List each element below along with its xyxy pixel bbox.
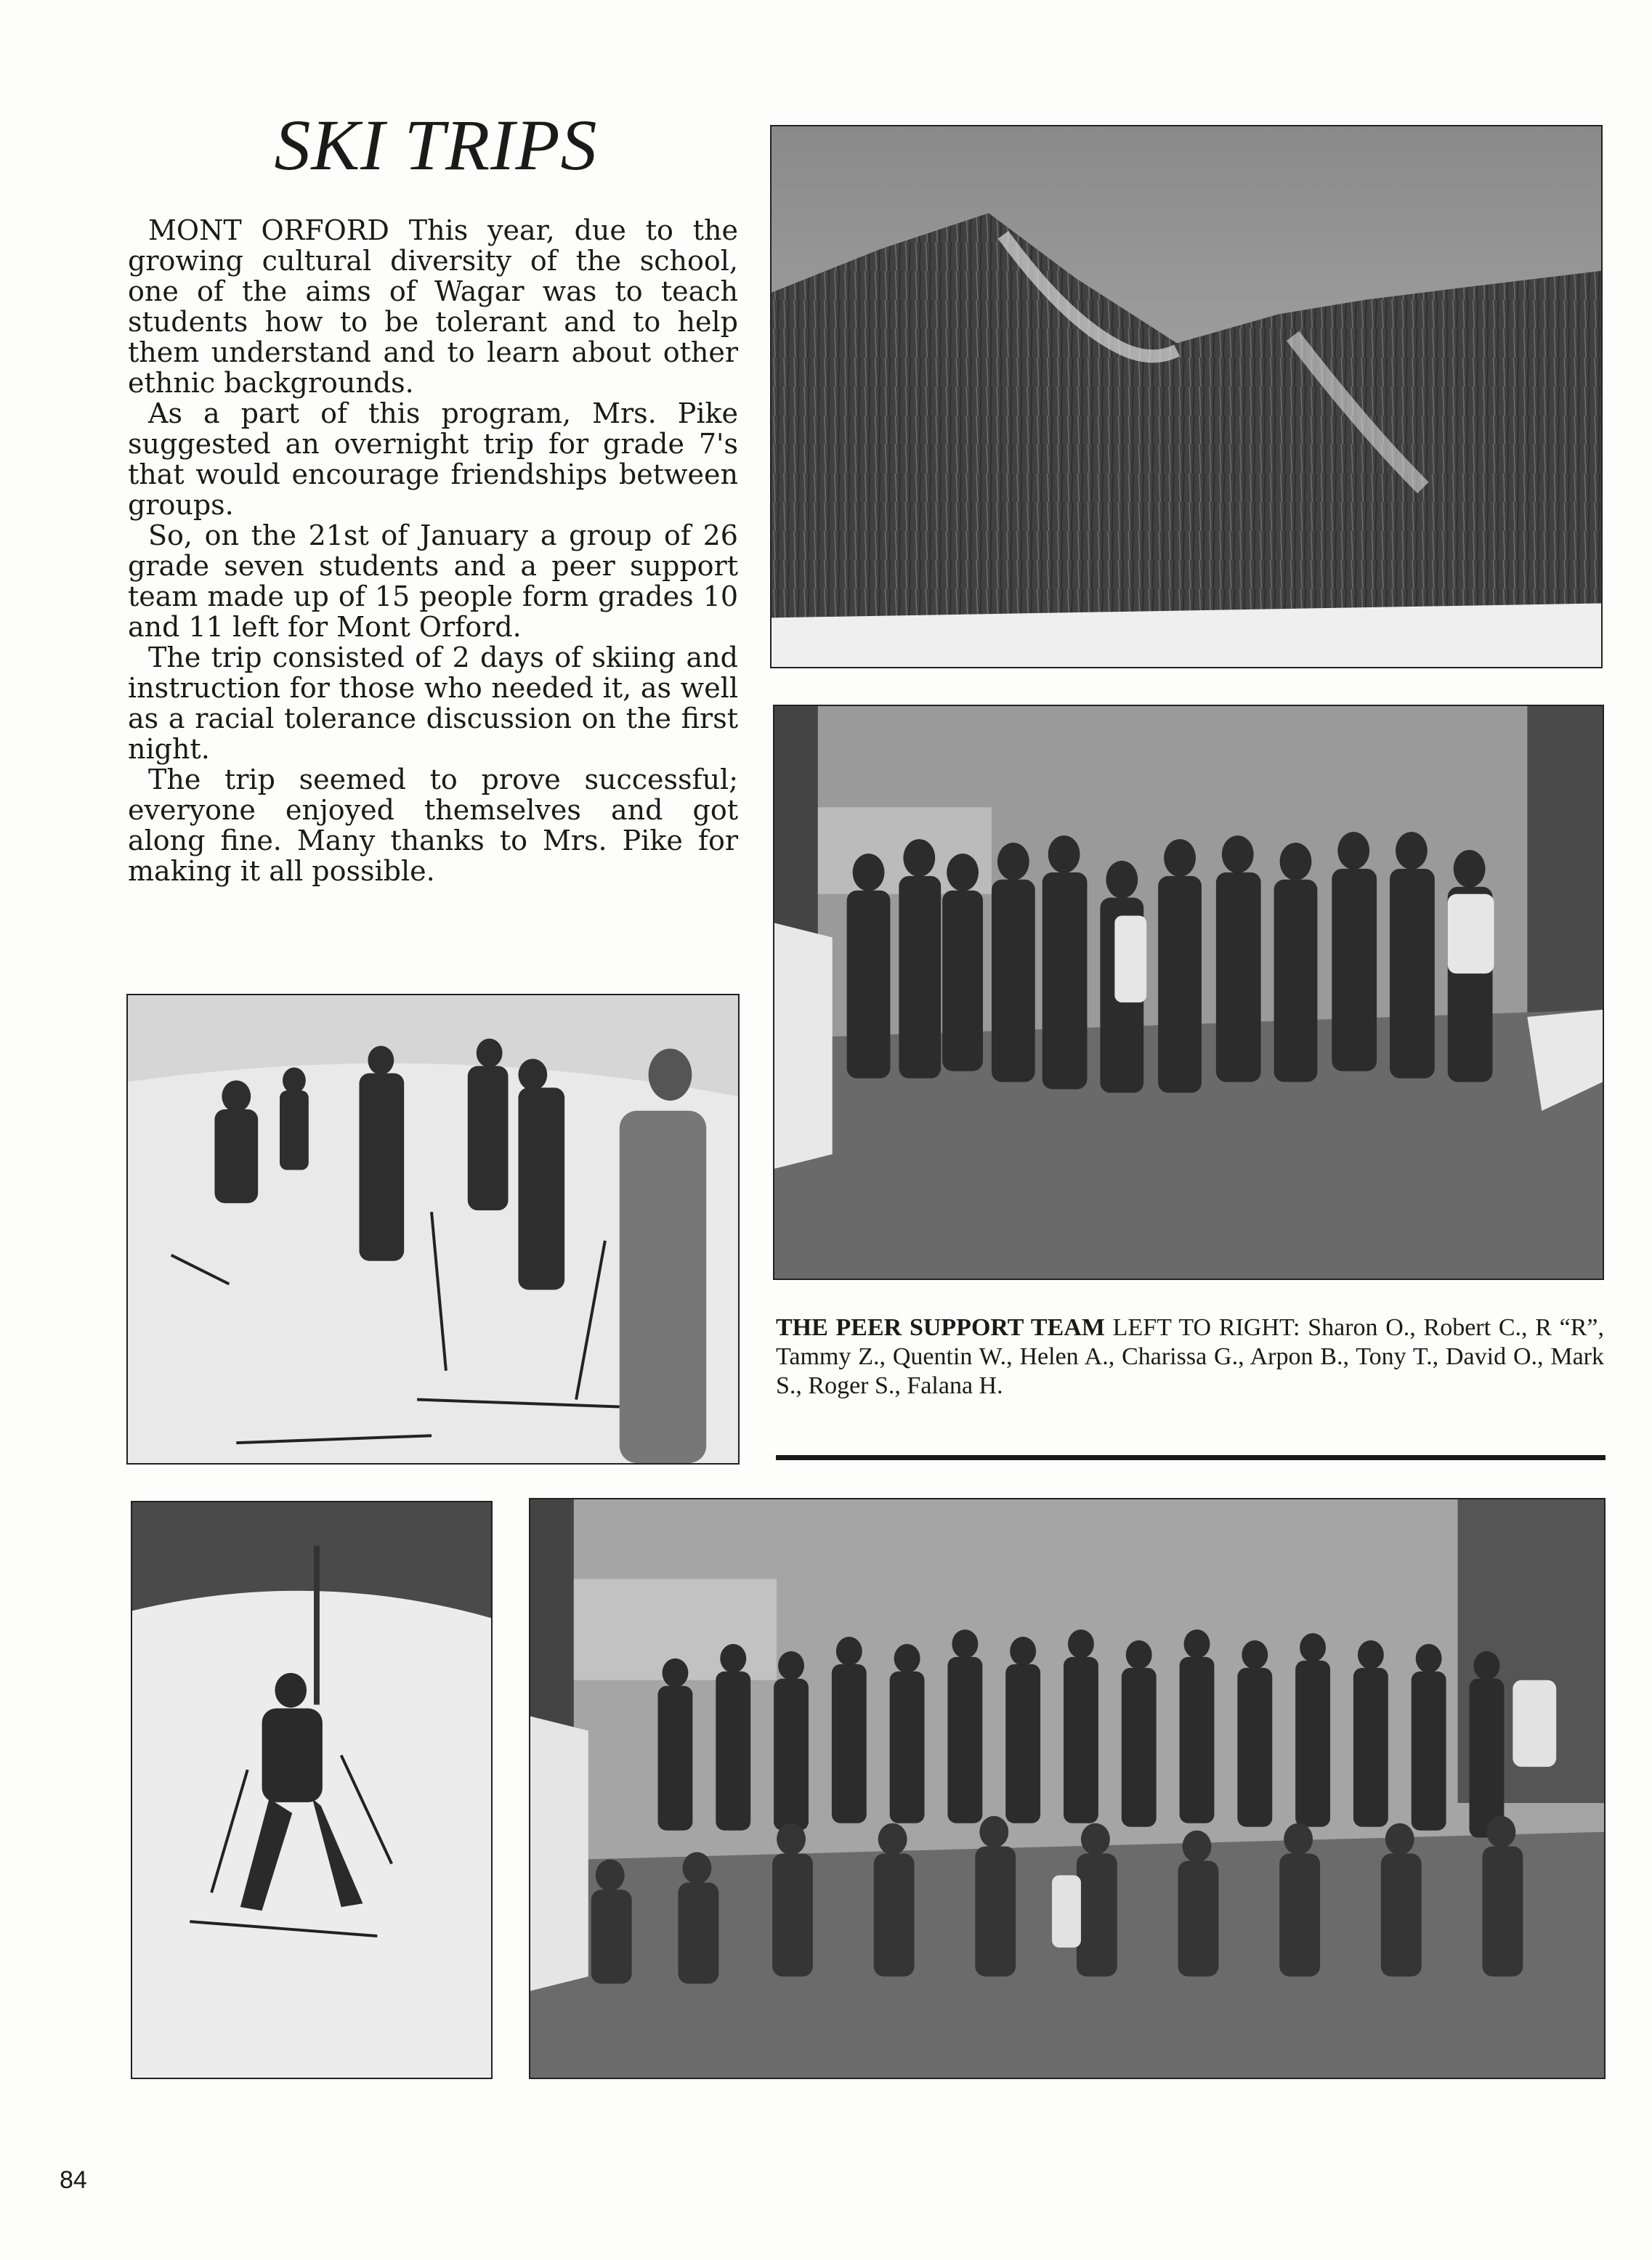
skier-photo [131, 1501, 493, 2079]
skiers-lesson-photo [126, 994, 740, 1465]
mountain-photo [770, 125, 1603, 668]
article-paragraph: The trip consisted of 2 days of skiing and instruction for those who needed it, as well as a racial tolerance discussion on the first night. [128, 641, 738, 765]
photo-caption [776, 1313, 1604, 1401]
caption-heading: THE PEER SUPPORT TEAM [776, 1314, 1105, 1341]
divider-rule [776, 1455, 1606, 1460]
article-paragraph: So, on the 21st of January a group of 26 grade seven students and a peer support team made up of 15 people form grades 10 and 11 left for Mont Orford. [128, 519, 738, 643]
article-body [128, 215, 738, 886]
article-paragraph: The trip seemed to prove successful; everyone enjoyed themselves and got along fine. Many thanks to Mrs. Pike for making it all possible. [128, 764, 738, 887]
article-paragraph: MONT ORFORD This year, due to the growing cultural diversity of the school, one of the aims of Wagar was to teach students how to be tolerant and to help them understand and to learn about other ethnic backgrounds. [128, 214, 738, 399]
caption-text: LEFT TO RIGHT: Sharon O., Robert C., R “R”, Tammy Z., Quentin W., Helen A., Charissa G., Arpon B., Tony T., David O., Mark S., Roger S., Falana H. [776, 1314, 1604, 1399]
peer-support-team-photo [773, 705, 1604, 1280]
page-number: 84 [60, 2166, 87, 2194]
page-title: SKI TRIPS [274, 105, 598, 185]
group-photo [529, 1498, 1606, 2079]
article-paragraph: As a part of this program, Mrs. Pike suggested an overnight trip for grade 7's that would encourage friendships between groups. [128, 397, 738, 521]
